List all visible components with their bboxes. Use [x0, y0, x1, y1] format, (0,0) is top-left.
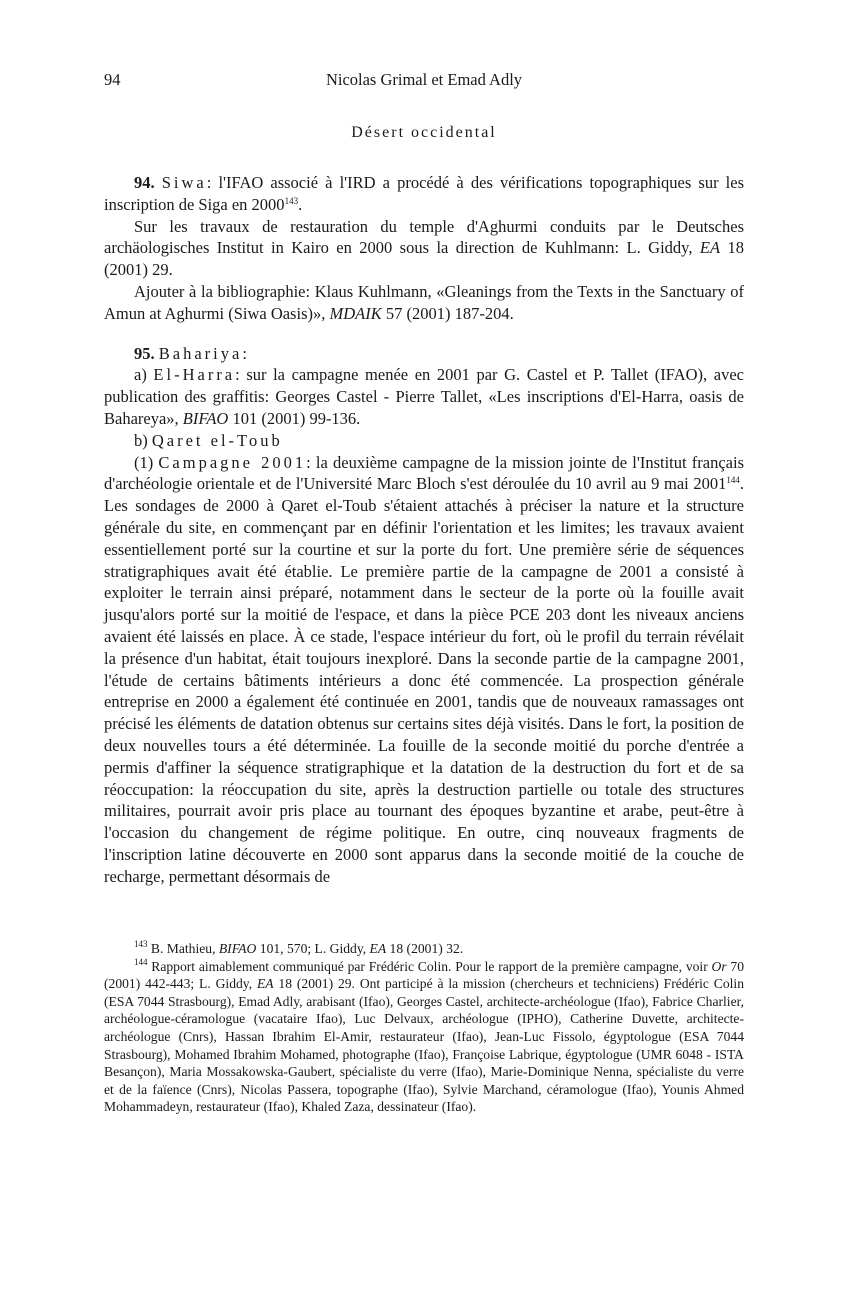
list-marker: (1) [134, 452, 159, 472]
footnote-text: 18 (2001) 32. [386, 941, 464, 956]
journal-abbrev: MDAIK [329, 303, 382, 323]
footnote-text: 18 (2001) 29. Ont participé à la mission (chercheurs et techniciens) Frédéric Colin (ESA 7044 Strasbourg), Emad Adly, arabisant (Ifao), Georges Castel, architecte-archéologue (Ifao), Fabrice Charlier, archéologue-céramologue (vacataire Ifao), Luc Delvaux, archéologue (IPHO), Catherine Duvette, architecte-archéologue (Cnrs), Hassan Ibrahim El-Amir, restaurateur (Ifao), Jean-Luc Fissolo, égyptologue (ESA 7044 Strasbourg), Mohamed Ibrahim Mohamed, photographe (Ifao), Françoise Labrique, égyptologue (UMR 6048 - ISTA Besançon), Maria Mossakowska-Gaubert, spécialiste du verre (Ifao), Marie-Dominique Nenna, spécialiste du verre et de la faïence (Cnrs), Nicolas Passera, topographe (Ifao), Sylvie Marchand, céramologue (Ifao), Younis Ahmed Mohammadeyn, restaurateur (Ifao), Khaled Zaza, dessinateur (Ifao). [104, 976, 744, 1115]
paragraph-95a [104, 364, 744, 429]
paragraph-95b1 [104, 452, 744, 888]
paragraph-text: : l'IFAO associé à l'IRD a procédé à des vérifications topographiques sur les inscription de Siga en 2000 [104, 173, 745, 214]
footnote-143 [104, 940, 744, 958]
running-title: Nicolas Grimal et Emad Adly [325, 70, 523, 89]
punctuation: . [298, 194, 303, 214]
journal-abbrev: BIFAO [218, 941, 257, 956]
section-title: Désert occidental [351, 124, 497, 141]
paragraph-text: . Les sondages de 2000 à Qaret el-Toub s'étaient attachés à préciser la nature et la structure générale du site, en commençant par en définir l'orientation et les limites; les travaux avaient essentiellement porté sur la courtine et sur la porte du fort. Une première série de séquences stratigraphiques avait été établie. Le première partie de la campagne de 2001 a consisté à exploiter le terrain ainsi préparé, notamment dans le secteur de la porte où la fouille avait jusqu'alors porté sur la moitié de l'espace, et dans la pièce PCE 203 dont les niveaux anciens avaient été laissés en place. À ce stade, l'espace intérieur du fort, où le profil du terrain révélait la présence d'un habitat, était toujours inexploré. Dans la seconde partie de la campagne 2001, l'étude de certains bâtiments intérieurs a donc été commencée. La prospection générale entreprise en 2000 a également été continuée en 2001, tandis que de nouveaux ramassages ont précisé les éléments de datation obtenus sur certains sites déjà visités. Dans le fort, la position de deux nouvelles tours a été déterminée. La fouille de la seconde moitié du porche d'entrée a permis d'affiner la séquence stratigraphique et la datation de la destruction du fort et de sa réoccupation: la réoccupation du site, après la destruction partielle ou totale des structures militaires, pourrait avoir pris place au tournant des époques byzantine et arabe, peut-être à l'occasion du changement de régime politique. En outre, cinq nouveaux fragments de l'inscription latine découverte en 2000 sont apparus dans la seconde moitié de la couche de recharge, permettant désormais de [104, 474, 744, 886]
journal-abbrev: EA [699, 238, 721, 258]
list-marker: a) [134, 365, 154, 385]
subsection-label: Campagne 2001 [158, 452, 307, 472]
paragraph-95b [104, 430, 744, 452]
paragraph-94 [104, 172, 744, 216]
site-name: Bahariya [158, 343, 243, 363]
citation-detail: 57 (2001) 187-204. [381, 303, 514, 323]
entry-number: 94. [134, 173, 155, 192]
journal-abbrev: Or [711, 958, 727, 974]
paragraph-text: Ajouter à la bibliographie: Klaus Kuhlmann, «Gleanings from the Texts in the Sanctuary of Amun at Aghurmi (Siwa Oasis)», [104, 281, 744, 323]
footnote-ref[interactable]: 144 [726, 475, 740, 486]
footnote-number: 144 [134, 956, 148, 967]
paragraph-text: : la deuxième campagne de la mission jointe de l'Institut français d'archéologie orientale et de l'Université Marc Bloch s'est déroulée du 10 avril au 9 mai 2001 [104, 452, 744, 494]
journal-abbrev: BIFAO [182, 408, 229, 428]
main-text [104, 172, 744, 888]
footnote-ref[interactable]: 143 [284, 195, 299, 206]
entry-number: 95. [134, 343, 155, 363]
paragraph-94-bibliography [104, 281, 744, 325]
journal-abbrev: EA [369, 941, 387, 956]
punctuation: : [242, 343, 247, 363]
footnotes [104, 940, 744, 1116]
paragraph-text: : sur la campagne menée en 2001 par G. Castel et P. Tallet (IFAO), avec publication des graffitis: Georges Castel - Pierre Tallet, «Les inscriptions d'El-Harra, oasis de Bahareya», [104, 365, 744, 428]
footnote-number: 143 [134, 939, 148, 949]
site-name: Qaret el-Toub [151, 430, 283, 450]
page-header [104, 70, 744, 94]
page-number: 94 [104, 70, 121, 89]
citation-detail: 101 (2001) 99-136. [228, 408, 361, 428]
paragraph-text: Sur les travaux de restauration du temple d'Aghurmi conduits par le Deutsches archäologisches Institut in Kairo en 2000 sous la direction de Kuhlmann: L. Giddy, [104, 216, 744, 258]
site-name: Siwa [161, 173, 207, 192]
footnote-text: 101, 570; L. Giddy, [256, 941, 370, 956]
citation-detail: 18 (2001) 29. [104, 238, 744, 280]
footnote-text: B. Mathieu, [147, 941, 219, 956]
journal-abbrev: EA [256, 976, 274, 992]
paragraph-94-restoration [104, 216, 744, 281]
list-marker: b) [134, 430, 152, 450]
paragraph-95 [104, 343, 744, 365]
site-name: El-Harra [153, 365, 236, 385]
footnote-144 [104, 958, 744, 1116]
footnote-text: 70 (2001) 442-443; L. Giddy, [104, 958, 744, 992]
footnote-text: Rapport aimablement communiqué par Frédéric Colin. Pour le rapport de la première campagne, voir [147, 958, 712, 974]
